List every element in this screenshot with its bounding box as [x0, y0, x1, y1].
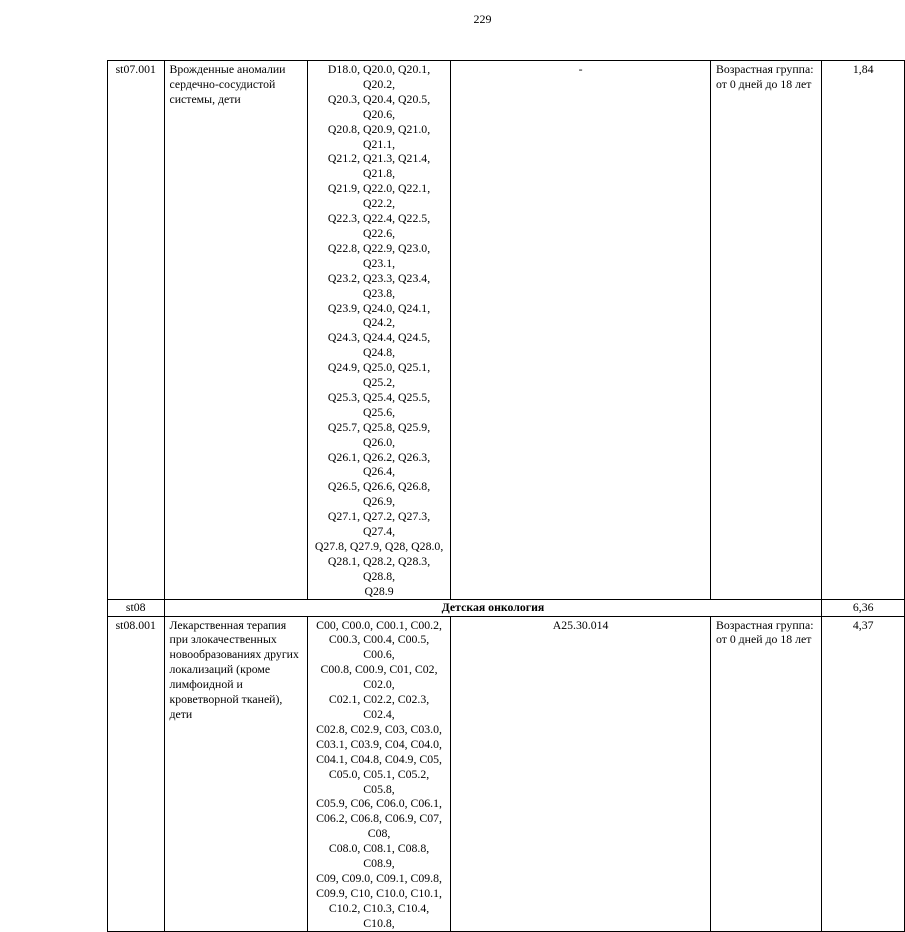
table-row	[108, 616, 905, 931]
row-service-code-cell: A25.30.014	[451, 616, 711, 931]
icd-code-line: Q27.8, Q27.9, Q28, Q28.0,	[314, 539, 444, 553]
icd-code-line: C02.1, C02.2, C02.3, C02.4,	[328, 692, 430, 721]
icd-code-line: C10.2, C10.3, C10.4, C10.8,	[328, 900, 430, 930]
section-code-cell: st08	[108, 599, 165, 616]
icd-code-line: Q23.2, Q23.3, Q23.4, Q23.8,	[327, 270, 431, 300]
icd-code-line: Q26.5, Q26.6, Q26.8, Q26.9,	[327, 479, 431, 509]
row-criteria-cell: Возрастная группа: от 0 дней до 18 лет	[710, 616, 822, 931]
section-coefficient-cell: 6,36	[822, 599, 905, 616]
row-coefficient-cell: 1,84	[822, 61, 905, 600]
icd-code-line: Q22.8, Q22.9, Q23.0, Q23.1,	[327, 240, 431, 270]
row-icd-codes-cell	[307, 616, 450, 931]
icd-code-line: Q24.9, Q25.0, Q25.1, Q25.2,	[327, 360, 431, 390]
row-icd-codes-cell	[307, 61, 450, 600]
row-code-cell: st07.001	[108, 61, 165, 600]
row-code-cell: st08.001	[108, 616, 165, 931]
row-criteria-cell: Возрастная группа: от 0 дней до 18 лет	[710, 61, 822, 600]
table-row	[108, 61, 905, 600]
icd-code-line: C06.2, C06.8, C06.9, C07, C08,	[316, 811, 442, 841]
row-service-code-cell: -	[451, 61, 711, 600]
icd-code-line: Q20.3, Q20.4, Q20.5, Q20.6,	[327, 91, 431, 121]
icd-code-line: D18.0, Q20.0, Q20.1, Q20.2,	[327, 62, 431, 91]
icd-code-line: C09, C09.0, C09.1, C09.8,	[316, 870, 442, 885]
icd-code-line: Q21.9, Q22.0, Q22.1, Q22.2,	[327, 181, 431, 211]
icd-code-line: Q24.3, Q24.4, Q24.5, Q24.8,	[327, 330, 431, 360]
section-title-cell: Детская онкология	[164, 599, 822, 616]
icd-code-line: C08.0, C08.1, C08.8, C08.9,	[328, 841, 430, 871]
icd-code-line: Q22.3, Q22.4, Q22.5, Q22.6,	[327, 211, 431, 240]
icd-code-line: C00.8, C00.9, C01, C02, C02.0,	[320, 662, 438, 692]
icd-code-line: Q25.3, Q25.4, Q25.5, Q25.6,	[327, 389, 431, 419]
row-name-cell: Врожденные аномалии сердечно-сосудистой системы, дети	[164, 61, 307, 600]
icd-code-line: Q21.2, Q21.3, Q21.4, Q21.8,	[327, 151, 431, 181]
icd-code-line: C05.0, C05.1, C05.2, C05.8,	[328, 766, 430, 796]
icd-code-line: Q23.9, Q24.0, Q24.1, Q24.2,	[327, 300, 431, 330]
icd-code-line: Q28.9	[364, 583, 394, 598]
row-name-cell: Лекарственная терапия при злокачественных новообразованиях других локализаций (кроме лимфоидной и кроветворной тканей), дети	[164, 616, 307, 931]
icd-code-line: C00.3, C00.4, C00.5, C00.6,	[328, 632, 430, 662]
icd-code-line: C03.1, C03.9, C04, C04.0,	[316, 736, 442, 751]
icd-code-line: Q27.1, Q27.2, Q27.3, Q27.4,	[327, 509, 431, 539]
icd-code-line: C04.1, C04.8, C04.9, C05,	[316, 751, 442, 766]
page-number: 229	[473, 12, 492, 26]
icd-code-line: C00, C00.0, C00.1, C00.2,	[316, 617, 442, 632]
icd-code-line: C05.9, C06, C06.0, C06.1,	[316, 796, 442, 811]
icd-code-line: Q26.1, Q26.2, Q26.3, Q26.4,	[327, 449, 431, 479]
icd-code-line: Q28.1, Q28.2, Q28.3, Q28.8,	[327, 553, 431, 583]
icd-code-line: Q20.8, Q20.9, Q21.0, Q21.1,	[327, 121, 431, 151]
icd-code-line: C02.8, C02.9, C03, C03.0,	[316, 721, 442, 736]
ksg-table	[107, 60, 905, 932]
section-row	[108, 599, 905, 616]
row-coefficient-cell: 4,37	[822, 616, 905, 931]
icd-code-line: C09.9, C10, C10.0, C10.1,	[316, 885, 442, 900]
icd-code-line: Q25.7, Q25.8, Q25.9, Q26.0,	[327, 419, 431, 449]
